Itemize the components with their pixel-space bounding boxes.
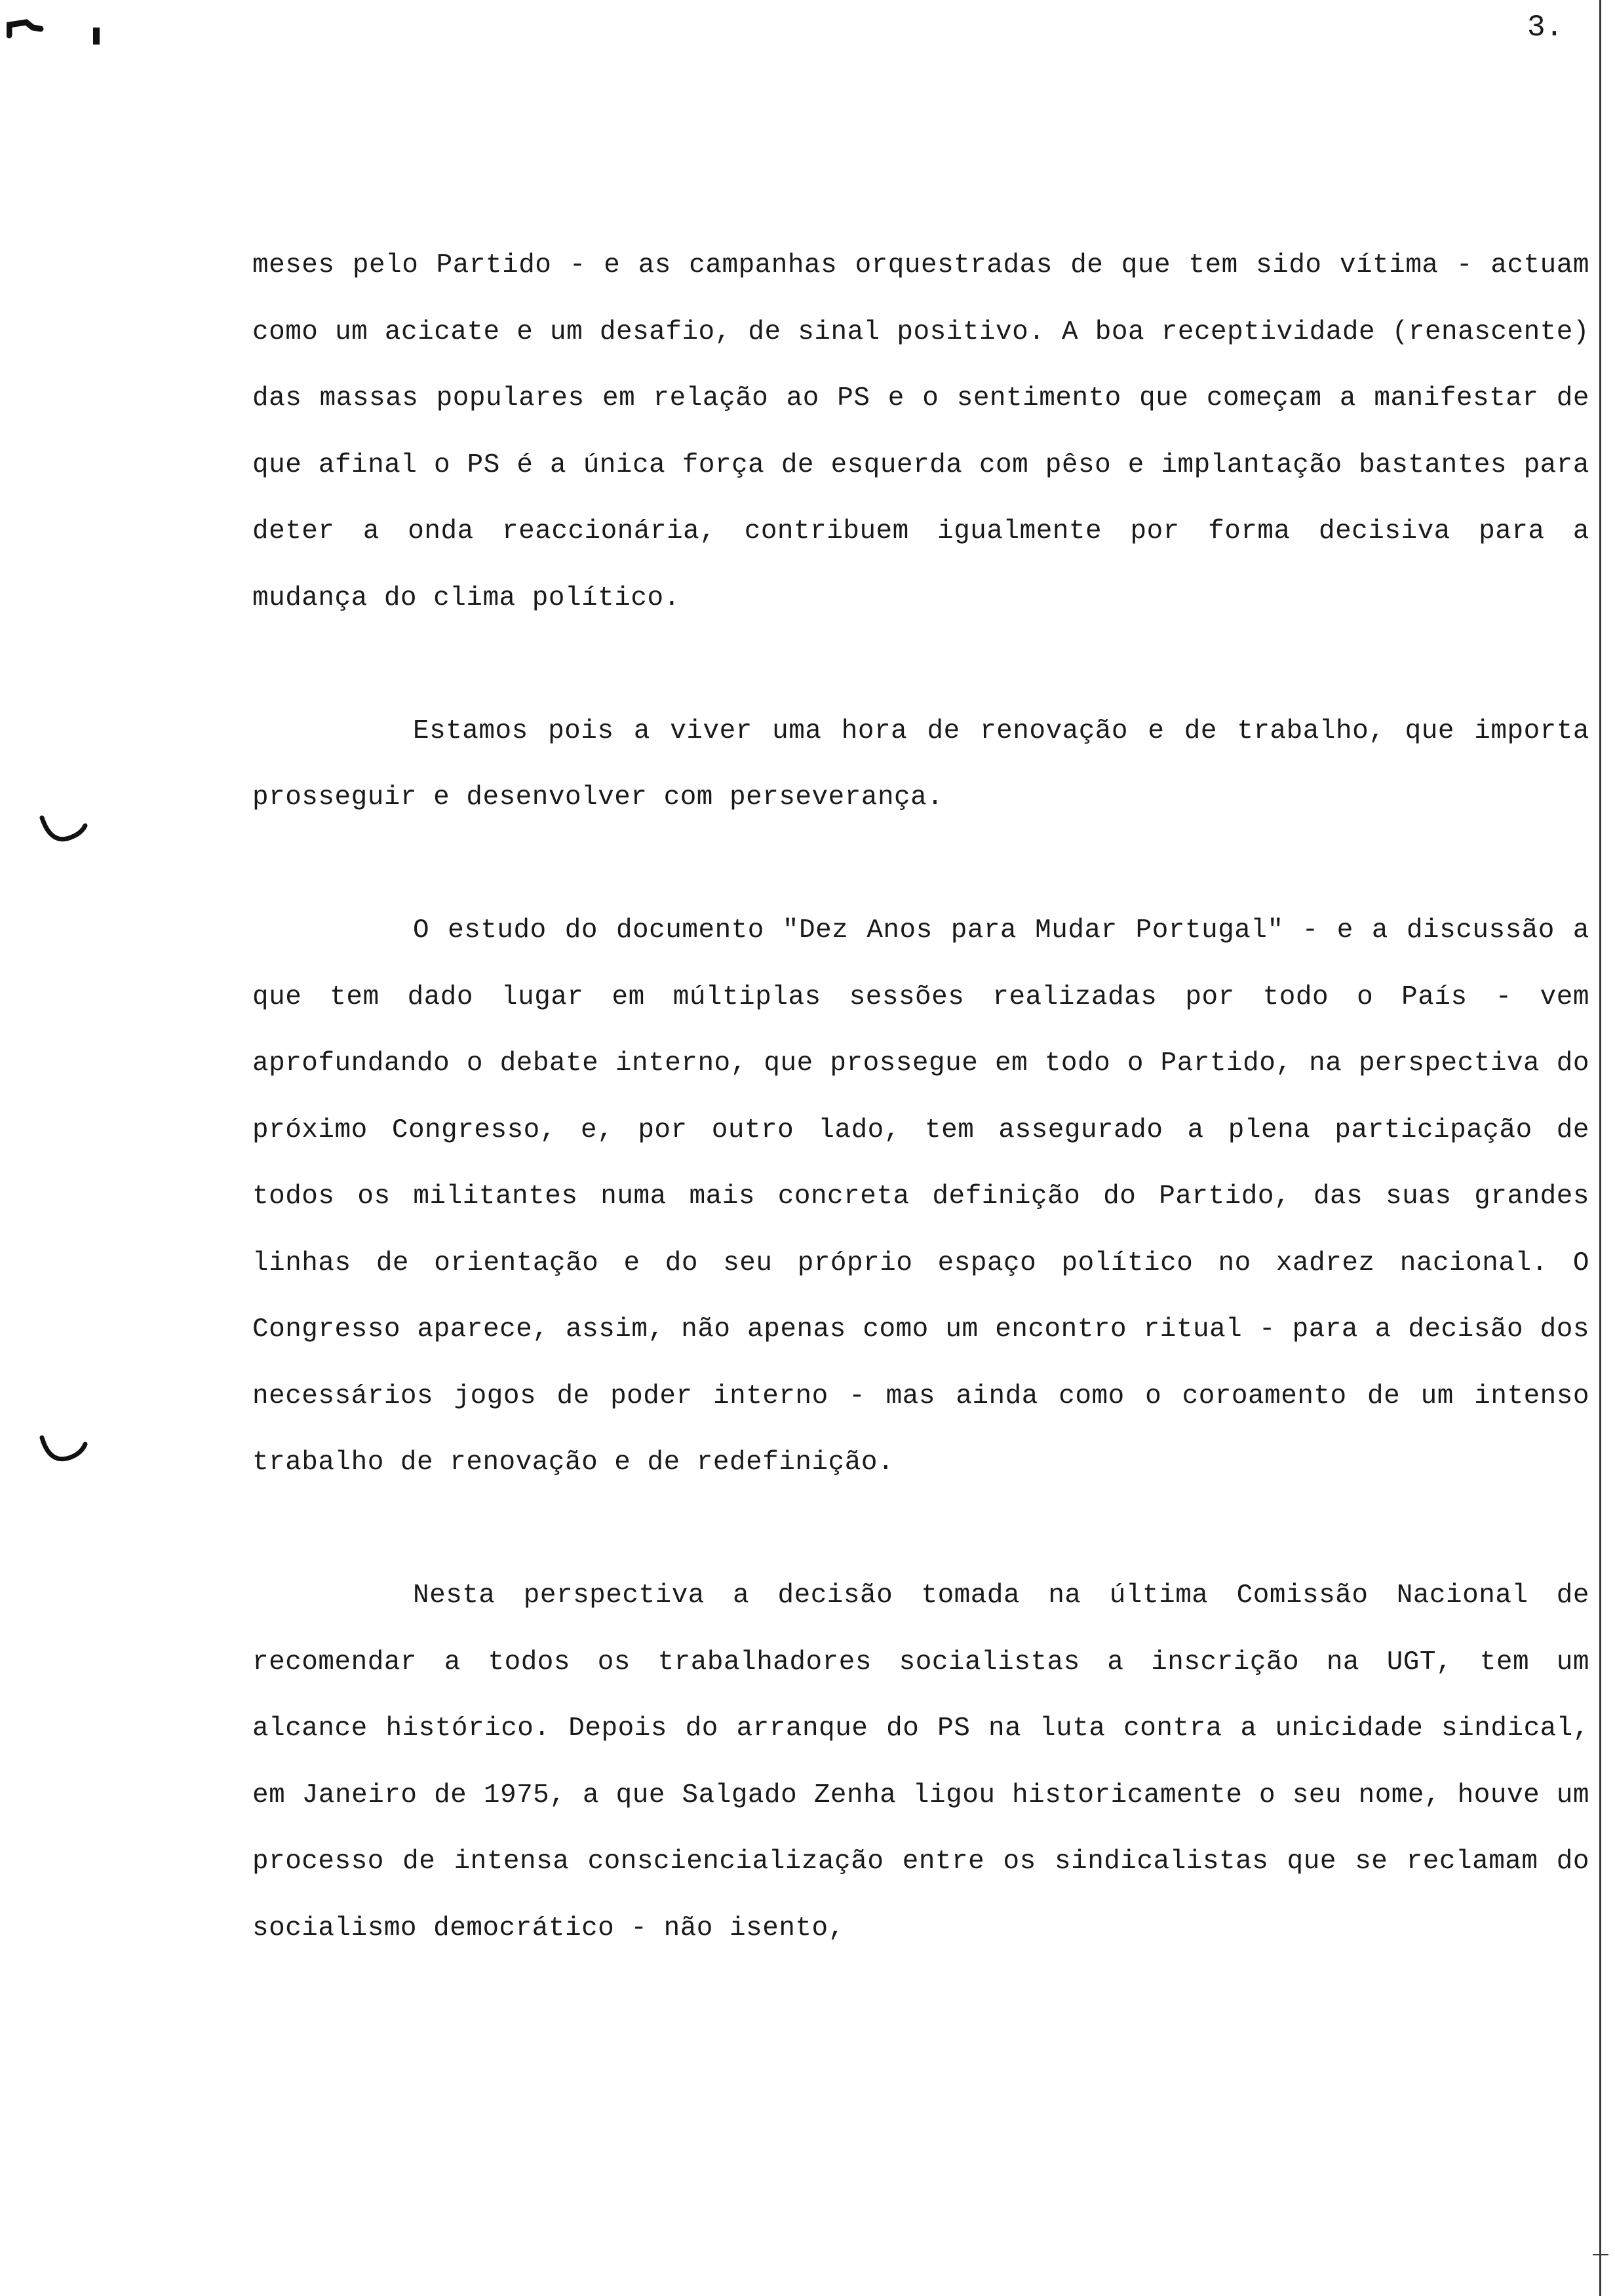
margin-check-mark-icon xyxy=(38,1430,90,1469)
margin-check-mark-icon xyxy=(38,811,90,851)
paragraph: Nesta perspectiva a decisão tomada na última Comissão Nacional de recomendar a todos os trabalhadores socialistas a inscrição na UGT, tem um alcance histórico. Depois do arranque do PS na luta contra a unicidade sindical, em Janeiro de 1975, a que Salgado Zenha ligou historicamente o seu nome, houve um processo de intensa consciencialização entre os sindicalistas que se reclamam do socialismo democrático - não isento, xyxy=(252,1580,1589,1943)
document-body xyxy=(252,233,1589,1962)
page-edge-tick xyxy=(1593,2254,1608,2255)
paragraph: Estamos pois a viver uma hora de renovação e de trabalho, que importa prosseguir e desenvolver com perseverança. xyxy=(252,716,1589,813)
corner-mark-icon xyxy=(7,13,111,52)
paragraph: meses pelo Partido - e as campanhas orquestradas de que tem sido vítima - actuam como um acicate e um desafio, de sinal positivo. A boa receptividade (renascente) das massas populares em relação ao PS e o sentimento que começam a manifestar de que afinal o PS é a única força de esquerda com pêso e implantação bastantes para deter a onda reaccionária, contribuem igualmente por forma decisiva para a mudança do clima político. xyxy=(252,250,1589,613)
page-number: 3. xyxy=(1527,10,1564,45)
paragraph: O estudo do documento "Dez Anos para Mudar Portugal" - e a discussão a que tem dado lugar em múltiplas sessões realizadas por todo o País - vem aprofundando o debate interno, que prossegue em todo o Partido, na perspectiva do próximo Congresso, e, por outro lado, tem assegurado a plena participação de todos os militantes numa mais concreta definição do Partido, das suas grandes linhas de orientação e do seu próprio espaço político no xadrez nacional. O Congresso aparece, assim, não apenas como um encontro ritual - para a decisão dos necessários jogos de poder interno - mas ainda como o coroamento de um intenso trabalho de renovação e de redefinição. xyxy=(252,915,1589,1478)
page-edge-line xyxy=(1599,0,1601,2296)
